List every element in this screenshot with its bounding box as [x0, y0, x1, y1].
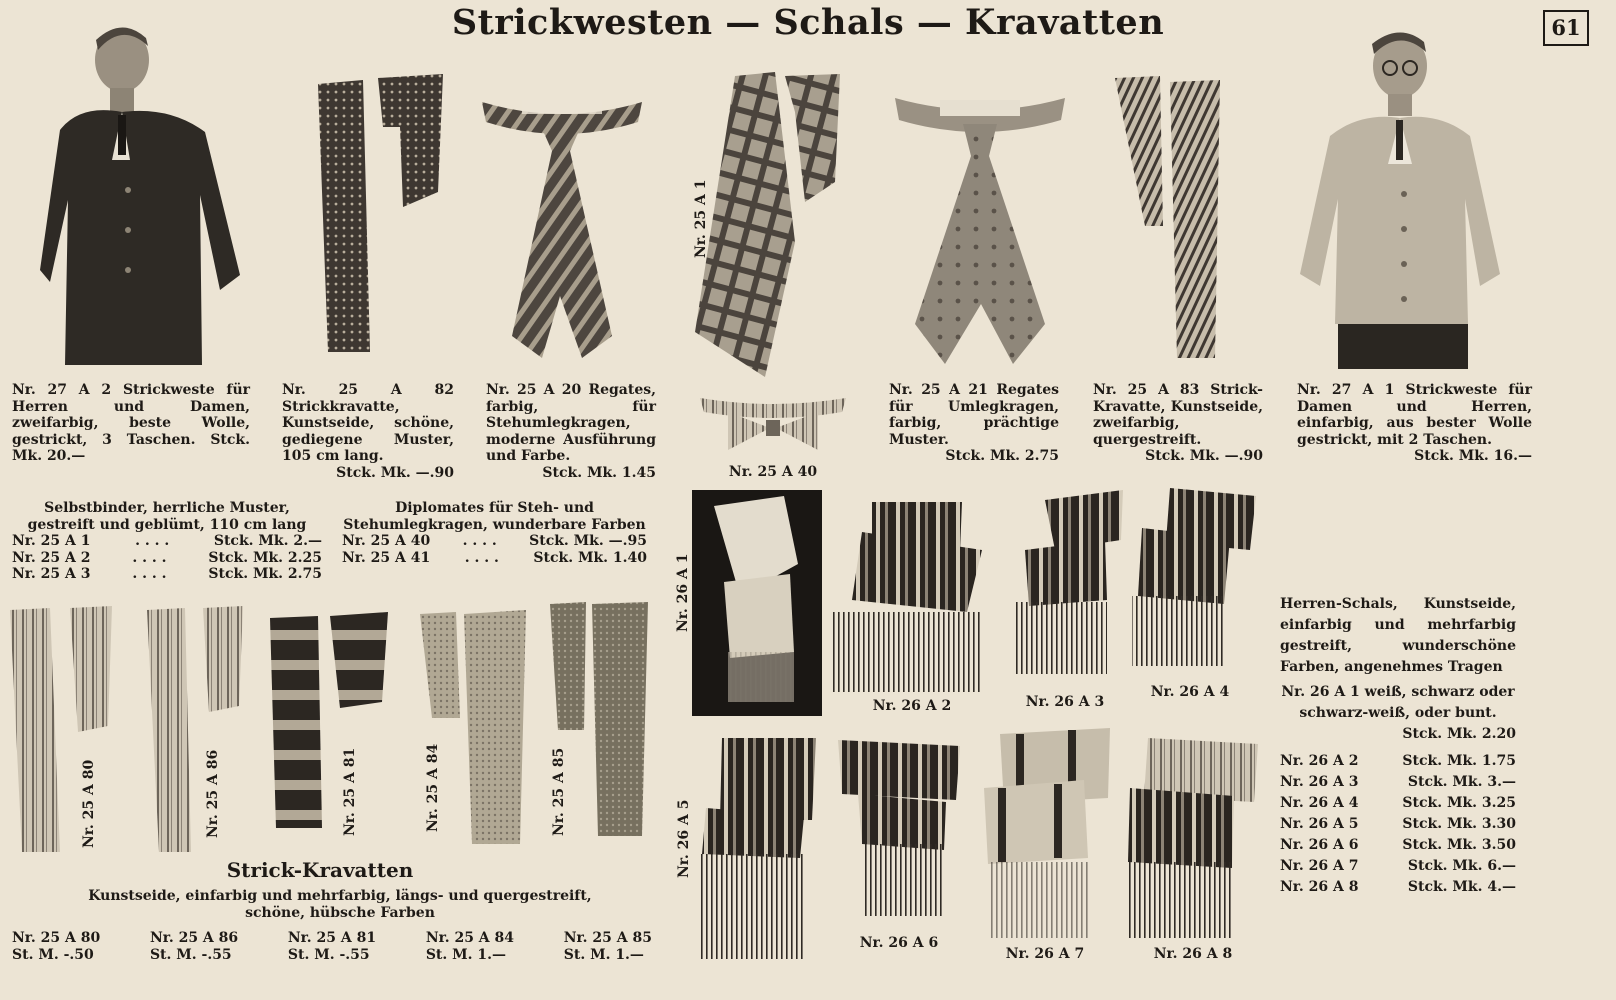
bowtie-25a40-photo: [700, 392, 846, 462]
scarf-26a7-photo: [980, 728, 1115, 943]
row-leader: . . . .: [132, 566, 167, 582]
price-value: St. M. -.55: [149, 946, 232, 963]
price-code: Nr. 25 A 86: [149, 930, 239, 946]
knit-tie-25a81-photo: [270, 612, 390, 832]
schal-price-row: [1280, 877, 1516, 898]
row-price: Stck. Mk. 1.75: [1402, 753, 1516, 769]
price-cell: [564, 930, 652, 963]
schal-price-row: [1280, 793, 1516, 814]
row-code: Nr. 25 A 3: [12, 566, 91, 582]
scarf-26a5-label: Nr. 26 A 5: [676, 799, 692, 878]
caption-27a1-code: Nr. 27 A 1: [1297, 382, 1395, 398]
herren-schals-intro: [1280, 594, 1516, 678]
caption-25a21-price: Stck. Mk. 2.75: [945, 448, 1059, 464]
selbstbinder-block: [12, 500, 322, 583]
knit-tie-25a81-label: Nr. 25 A 81: [342, 747, 358, 836]
scarf-26a7-label: Nr. 26 A 7: [1005, 946, 1085, 962]
caption-27a1-price: Stck. Mk. 16.—: [1414, 448, 1532, 464]
caption-25a83-code: Nr. 25 A 83: [1093, 382, 1200, 398]
scarf-26a5-photo: [700, 738, 820, 963]
caption-25a82-desc: Strickkravatte, Kunstseide, schöne, gediegene Muster, 105 cm lang.: [282, 398, 454, 464]
caption-25a82-price: Stck. Mk. —.90: [336, 464, 454, 481]
knit-tie-25a84-label: Nr. 25 A 84: [425, 743, 441, 832]
caption-27a2-code: Nr. 27 A 2: [12, 382, 112, 398]
price-code: Nr. 25 A 80: [12, 930, 101, 946]
tie-25a82-photo: [308, 72, 448, 362]
scarf-26a3-label: Nr. 26 A 3: [1025, 694, 1105, 710]
regates-25a21-photo: [895, 94, 1065, 369]
herren-schals-desc: Kunstseide, einfarbig und mehrfarbig gestreift, wunderschöne Farben, angenehmes Tragen: [1280, 596, 1516, 675]
price-cell: [12, 930, 100, 963]
schal-price-row: [1280, 814, 1516, 835]
diplomates-block: [342, 500, 647, 566]
row-code: Nr. 26 A 4: [1280, 795, 1359, 811]
price-value: St. M. 1.—: [425, 946, 506, 963]
row-code: Nr. 26 A 5: [1280, 816, 1359, 832]
caption-25a21: [889, 382, 1059, 465]
caption-25a20-price: Stck. Mk. 1.45: [542, 464, 656, 481]
row-price: Stck. Mk. 2.25: [208, 549, 322, 566]
caption-27a1: [1297, 382, 1532, 465]
row-code: Nr. 25 A 40: [342, 533, 431, 549]
diplomates-row: [342, 533, 647, 550]
row-code: Nr. 26 A 8: [1280, 879, 1359, 895]
selbstbinder-25a1-photo: [695, 72, 845, 382]
row-code: Nr. 26 A 3: [1280, 774, 1359, 790]
row-leader: . . . .: [132, 549, 167, 566]
knit-tie-25a80-label: Nr. 25 A 80: [81, 759, 97, 848]
page-number: 61: [1543, 10, 1589, 46]
row-leader: . . . .: [462, 533, 497, 549]
scarf-26a1-photo: [692, 490, 822, 716]
schal-price-row: [1280, 772, 1516, 793]
row-price: Stck. Mk. —.95: [529, 533, 647, 549]
herren-schals-price-list: [1280, 751, 1516, 898]
cardigan-light-photo: [1290, 24, 1510, 369]
row-leader: . . . .: [135, 533, 170, 549]
regates-25a20-photo: [482, 96, 642, 366]
caption-25a83-price: Stck. Mk. —.90: [1145, 448, 1263, 464]
price-cell: [426, 930, 514, 963]
row-code: Nr. 25 A 1: [12, 533, 91, 549]
row-price: Stck. Mk. 2.75: [208, 566, 322, 582]
knit-tie-25a86-label: Nr. 25 A 86: [205, 749, 221, 838]
scarf-26a1-label: Nr. 26 A 1: [675, 553, 691, 632]
tie-25a83-photo: [1115, 76, 1225, 361]
caption-25a83: [1093, 382, 1263, 465]
caption-25a21-code: Nr. 25 A 21: [889, 382, 988, 398]
price-code: Nr. 25 A 84: [425, 930, 515, 946]
selbstbinder-heading: Selbstbinder, herrliche Muster, gestreift und geblümt, 110 cm lang: [27, 500, 307, 533]
schal-price-row: [1280, 751, 1516, 772]
row-price: Stck. Mk. 3.50: [1402, 837, 1516, 853]
row-price: Stck. Mk. 1.40: [533, 549, 647, 566]
scarf-26a4-label: Nr. 26 A 4: [1150, 684, 1230, 700]
price-cell: [150, 930, 238, 963]
caption-25a83-desc: Strick-Kravatte, Kunstseide, zweifarbig, quergestreift.: [1093, 382, 1263, 448]
caption-27a2: [12, 382, 250, 465]
row-code: Nr. 26 A 7: [1280, 858, 1359, 874]
scarf-26a2-photo: [832, 502, 992, 697]
strick-kravatten-desc: Kunstseide, einfarbig und mehrfarbig, längs- und quergestreift, schöne, hübsche Farben: [88, 888, 592, 921]
caption-27a2-desc: Strickweste für Herren und Damen, zweifarbig, beste Wolle, gestrickt, 3 Taschen. Stck. Mk. 20.—: [12, 382, 250, 464]
knit-tie-25a85-label: Nr. 25 A 85: [551, 747, 567, 836]
row-leader: . . . .: [464, 549, 499, 566]
page-title: Strickwesten — Schals — Kravatten: [451, 2, 1165, 43]
row-code: Nr. 26 A 6: [1280, 837, 1359, 853]
selbstbinder-row: [12, 533, 322, 550]
scarf-26a4-photo: [1130, 484, 1260, 669]
herren-schals-lead-price: Stck. Mk. 2.20: [1402, 726, 1516, 742]
scarf-26a6-label: Nr. 26 A 6: [859, 935, 939, 951]
herren-schals-lead: Nr. 26 A 1 weiß, schwarz oder schwarz-weiß, oder bunt.: [1281, 684, 1515, 721]
knit-tie-25a86-photo: [145, 606, 245, 856]
caption-25a20-code: Nr. 25 A 20: [486, 382, 582, 398]
row-code: Nr. 26 A 2: [1280, 753, 1359, 769]
bowtie-25a40-label: Nr. 25 A 40: [728, 464, 818, 480]
knit-tie-25a80-photo: [10, 606, 115, 856]
row-price: Stck. Mk. 3.—: [1407, 774, 1516, 790]
scarf-26a8-label: Nr. 26 A 8: [1153, 946, 1233, 962]
caption-25a21-desc: Regates für Umlegkragen, farbig, prächtige Muster.: [889, 382, 1059, 448]
diplomates-heading: Diplomates für Steh- und Stehumlegkragen, wunderbare Farben: [343, 500, 646, 533]
row-code: Nr. 25 A 2: [12, 549, 91, 566]
row-price: Stck. Mk. 2.—: [213, 533, 322, 549]
caption-25a20-desc: Regates, farbig, für Stehumlegkragen, moderne Ausführung und Farbe.: [486, 382, 656, 464]
scarf-26a3-photo: [1015, 490, 1125, 680]
tie-25a1-label: Nr. 25 A 1: [693, 179, 709, 258]
selbstbinder-row: [12, 550, 322, 567]
diplomates-row: [342, 550, 647, 567]
scarf-26a6-photo: [834, 740, 964, 920]
cardigan-dark-photo: [40, 20, 250, 365]
price-value: St. M. -.50: [12, 946, 94, 963]
scarf-26a2-label: Nr. 26 A 2: [872, 698, 952, 714]
price-code: Nr. 25 A 81: [287, 930, 377, 946]
row-price: Stck. Mk. 4.—: [1407, 879, 1516, 895]
row-price: Stck. Mk. 3.30: [1402, 816, 1516, 832]
caption-27a1-desc: Strickweste für Damen und Herren, einfarbig, aus bester Wolle gestrickt, mit 2 Taschen.: [1297, 382, 1532, 448]
caption-25a20: [486, 382, 656, 481]
caption-25a82: [282, 382, 454, 481]
herren-schals-heading: Herren-Schals,: [1280, 596, 1398, 612]
price-cell: [288, 930, 376, 963]
selbstbinder-row: [12, 566, 322, 583]
price-code: Nr. 25 A 85: [563, 930, 652, 946]
schal-price-row: [1280, 835, 1516, 856]
scarf-26a8-photo: [1128, 738, 1263, 943]
caption-25a82-code: Nr. 25 A 82: [282, 382, 454, 398]
row-code: Nr. 25 A 41: [342, 549, 431, 566]
schal-price-row: [1280, 856, 1516, 877]
herren-schals-block: [1280, 594, 1516, 898]
row-price: Stck. Mk. 6.—: [1407, 858, 1516, 874]
price-value: St. M. -.55: [287, 946, 370, 963]
row-price: Stck. Mk. 3.25: [1402, 795, 1516, 811]
strick-kravatten-prices: [12, 930, 652, 963]
price-value: St. M. 1.—: [563, 946, 644, 963]
strick-kravatten-heading: Strick-Kravatten: [226, 858, 414, 882]
